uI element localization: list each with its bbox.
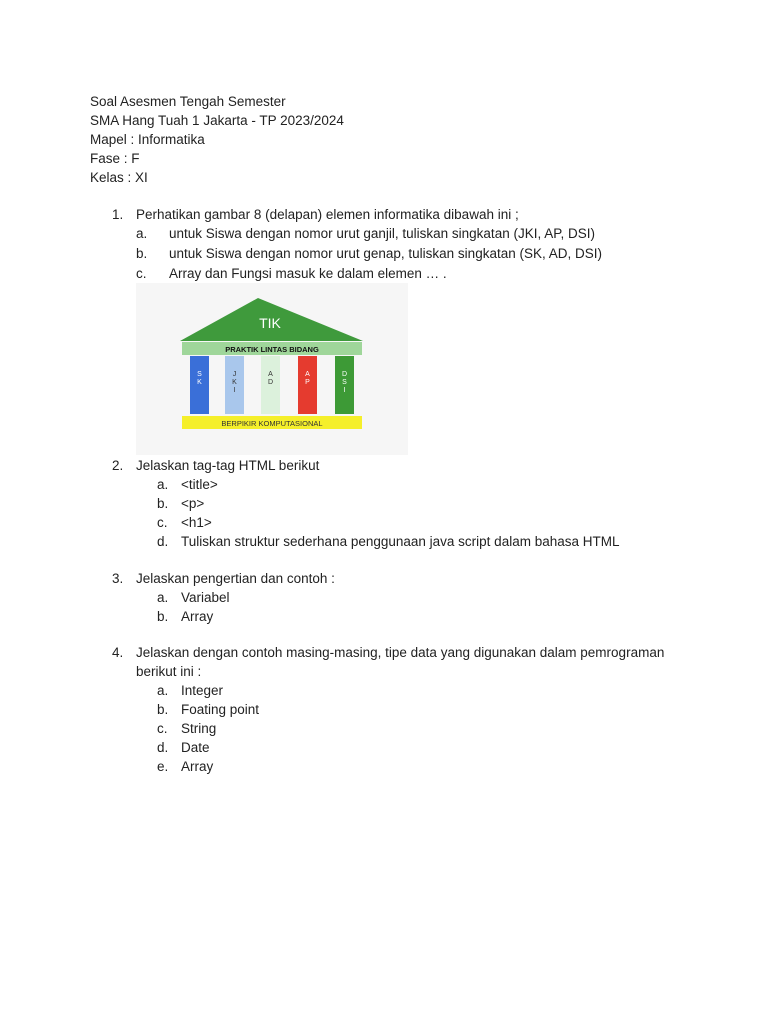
option-letter: d.: [157, 740, 169, 755]
question-number: 4.: [112, 645, 124, 660]
class-line: Kelas : XI: [90, 170, 148, 185]
option-item: [112, 264, 712, 284]
question-4: [112, 643, 712, 776]
option-text: untuk Siswa dengan nomor urut genap, tuliskan singkatan (SK, AD, DSI): [169, 246, 602, 261]
question-text: Jelaskan dengan contoh masing-masing, tipe data yang digunakan dalam pemrograman berikut ini :: [136, 645, 665, 679]
question-number: 3.: [112, 571, 124, 586]
option-letter: a.: [157, 477, 169, 492]
option-text: Foating point: [181, 702, 260, 717]
question-1: [112, 205, 712, 284]
question-text: Perhatikan gambar 8 (delapan) elemen informatika dibawah ini ;: [136, 207, 519, 222]
option-text: String: [181, 721, 217, 736]
option-item: [112, 607, 712, 626]
option-text: Array: [181, 759, 214, 774]
phase-line: Fase : F: [90, 151, 140, 166]
option-letter: c.: [136, 266, 147, 281]
beam-label: PRAKTIK LINTAS BIDANG: [225, 345, 319, 354]
pillar-label: A D: [267, 371, 274, 386]
option-text: Variabel: [181, 590, 230, 605]
document-header: [90, 92, 344, 187]
roof-label: TIK: [259, 315, 281, 331]
pillar-label: A P: [305, 371, 310, 386]
option-letter: a.: [136, 226, 148, 241]
informatics-elements-figure: [136, 283, 408, 455]
option-item: [112, 494, 712, 513]
question-text: Jelaskan pengertian dan contoh :: [136, 571, 335, 586]
option-text: <title>: [181, 477, 218, 492]
option-item: [112, 681, 712, 700]
pillars-group: [190, 356, 354, 414]
option-item: [112, 757, 712, 776]
option-letter: b.: [157, 609, 169, 624]
option-letter: b.: [157, 702, 169, 717]
question-text: Jelaskan tag-tag HTML berikut: [136, 458, 320, 473]
option-item: [112, 738, 712, 757]
school-name: SMA Hang Tuah 1 Jakarta - TP 2023/2024: [90, 113, 344, 128]
exam-title: Soal Asesmen Tengah Semester: [90, 94, 286, 109]
option-item: [112, 513, 712, 532]
option-letter: c.: [157, 515, 168, 530]
option-text: Integer: [181, 683, 224, 698]
option-text: Tuliskan struktur sederhana penggunaan java script dalam bahasa HTML: [181, 534, 620, 549]
option-letter: b.: [136, 246, 148, 261]
option-letter: d.: [157, 534, 169, 549]
option-text: <h1>: [181, 515, 212, 530]
option-item: [112, 700, 712, 719]
option-item: [112, 719, 712, 738]
option-letter: b.: [157, 496, 169, 511]
subject-line: Mapel : Informatika: [90, 132, 205, 147]
question-number: 2.: [112, 458, 124, 473]
question-2: [112, 456, 712, 551]
question-number: 1.: [112, 207, 124, 222]
question-3: [112, 569, 712, 626]
pillar-label: S K: [197, 371, 202, 386]
base-label: BERPIKIR KOMPUTASIONAL: [221, 419, 323, 428]
option-letter: c.: [157, 721, 168, 736]
option-letter: a.: [157, 590, 169, 605]
option-text: Date: [181, 740, 210, 755]
option-text: Array: [181, 609, 214, 624]
option-letter: a.: [157, 683, 169, 698]
option-item: [112, 475, 712, 494]
pillar-label: J K I: [232, 371, 237, 394]
pillar-label: D S I: [341, 371, 348, 394]
option-item: [112, 244, 712, 264]
option-item: [112, 588, 712, 607]
option-text: Array dan Fungsi masuk ke dalam elemen … .: [169, 266, 447, 281]
option-item: [112, 532, 712, 551]
option-item: [112, 224, 712, 244]
option-letter: e.: [157, 759, 169, 774]
option-text: untuk Siswa dengan nomor urut ganjil, tuliskan singkatan (JKI, AP, DSI): [169, 226, 595, 241]
tik-building-diagram: [136, 283, 408, 455]
option-text: <p>: [181, 496, 205, 511]
